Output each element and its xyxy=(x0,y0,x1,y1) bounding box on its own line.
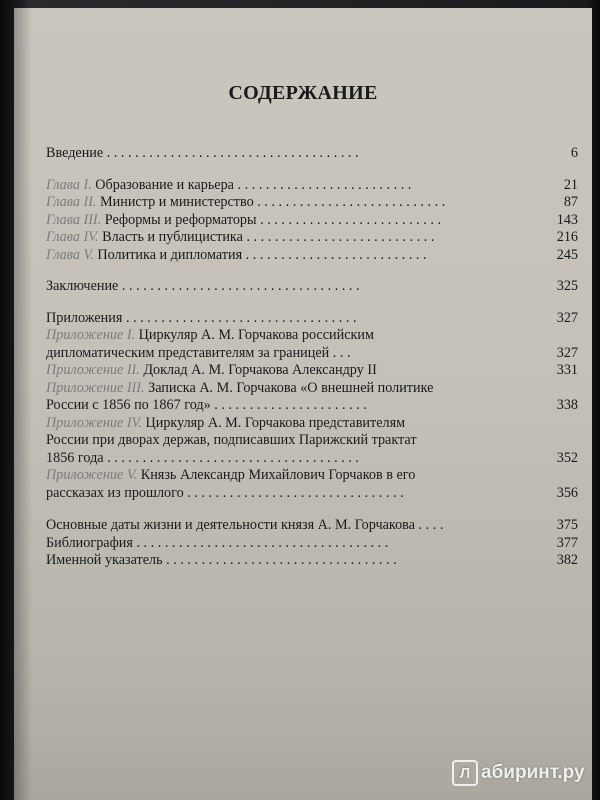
toc-row-bibliography xyxy=(46,535,578,553)
toc-row-chapter-1 xyxy=(46,177,578,195)
toc-entry-text: Доклад А. М. Горчакова Александру II xyxy=(143,362,377,378)
toc-page-number: 245 xyxy=(556,246,578,263)
toc-row-appendix-3-line1 xyxy=(46,380,578,398)
toc-entry-text: 1856 года xyxy=(46,449,104,466)
toc-row-appendix-1-line2 xyxy=(46,345,578,363)
toc-label: Приложение IV. xyxy=(46,414,142,431)
toc-page-number: 143 xyxy=(556,211,578,228)
toc-entry-text: Основные даты жизни и деятельности князя А. М. Горчакова xyxy=(46,517,415,533)
leader-dots: . . . . . . . . . . . . . . . . . . . . . . . . . . . . . . . . . . . . xyxy=(103,145,359,161)
book-page xyxy=(14,8,592,800)
toc-label: Глава V. xyxy=(46,246,94,263)
watermark-text: абиринт.ру xyxy=(481,762,585,783)
toc-page-number: 327 xyxy=(556,309,578,326)
leader-dots: . . . . . . . . . . . . . . . . . . . . . . . . . . . xyxy=(242,229,435,245)
toc-entry-text: Князь Александр Михайлович Горчаков в его xyxy=(140,467,416,483)
toc-row-appendices xyxy=(46,310,578,328)
leader-dots: . . . . . . . . . . . . . . . . . . . . . . . . . . . . . . . . . xyxy=(162,552,397,568)
toc-entry-text: Циркуляр А. М. Горчакова представителям xyxy=(145,414,406,431)
toc-entry-text: России при дворах держав, подписавших Парижский трактат xyxy=(46,432,417,448)
toc-row-appendix-4-line2 xyxy=(46,432,578,450)
leader-dots: . . . xyxy=(329,344,351,361)
toc-entry-text: России с 1856 по 1867 год» xyxy=(46,397,211,413)
toc-row-introduction xyxy=(46,145,578,163)
toc-page-number: 382 xyxy=(556,552,578,568)
toc-row-appendix-5-line1 xyxy=(46,467,578,485)
toc-entry-text: Министр и министерство xyxy=(100,194,254,210)
leader-dots: . . . . . . . . . . . . . . . . . . . . . . . . . . . . . . . . . . xyxy=(118,278,360,294)
toc-entry-text: Циркуляр А. М. Горчакова российским xyxy=(138,327,374,343)
toc-entry-text: рассказах из прошлого xyxy=(46,484,184,501)
toc-page-number: 377 xyxy=(556,534,578,551)
toc-row-chapter-5 xyxy=(46,247,578,265)
toc-page-number: 216 xyxy=(556,229,578,245)
toc-entry-text: Образование и карьера xyxy=(95,176,234,193)
toc-entry-text: Введение xyxy=(46,145,104,161)
toc-entry-text: Приложения xyxy=(46,309,123,326)
toc-entry-text: Политика и дипломатия xyxy=(97,246,243,263)
toc-label: Приложение III. xyxy=(46,379,145,396)
leader-dots: . . . . . . . . . . . . . . . . . . . . . . . . . . . xyxy=(253,194,446,210)
toc-row-appendix-2 xyxy=(46,362,578,380)
leader-dots: . . . . xyxy=(415,517,444,533)
leader-dots: . . . . . . . . . . . . . . . . . . . . . . . . . . . . . . . . . . . . xyxy=(132,534,389,551)
toc-page-number: 331 xyxy=(556,362,578,378)
toc-page-number: 87 xyxy=(563,194,578,210)
leader-dots: . . . . . . . . . . . . . . . . . . . . . . . . . xyxy=(233,176,412,193)
toc-page-number: 338 xyxy=(556,397,578,413)
toc-page-number: 325 xyxy=(556,278,578,294)
toc-row-chapter-2 xyxy=(46,194,578,212)
toc-entry-text: дипломатическим представителям за границей xyxy=(46,344,330,361)
toc-page-number: 6 xyxy=(570,145,578,161)
toc-entry-text: Именной указатель xyxy=(46,552,163,568)
toc-row-appendix-1-line1 xyxy=(46,327,578,345)
toc-row-conclusion xyxy=(46,278,578,296)
leader-dots: . . . . . . . . . . . . . . . . . . . . . . . . . . . . . . . . . xyxy=(122,309,357,326)
toc-label: Глава I. xyxy=(46,176,92,193)
table-of-contents xyxy=(46,145,578,570)
toc-row-appendix-4-line1 xyxy=(46,415,578,433)
toc-entry-text: Власть и публицистика xyxy=(102,229,243,245)
leader-dots: . . . . . . . . . . . . . . . . . . . . . . . . . . . . . . . xyxy=(183,484,404,501)
page-title: СОДЕРЖАНИЕ xyxy=(228,82,378,104)
toc-entry-text: Заключение xyxy=(46,278,119,294)
toc-row-chapter-4 xyxy=(46,229,578,247)
toc-page-number: 356 xyxy=(556,484,578,501)
toc-row-appendix-4-line3 xyxy=(46,450,578,468)
watermark-logo xyxy=(452,760,585,786)
leader-dots: . . . . . . . . . . . . . . . . . . . . . . xyxy=(210,397,367,413)
toc-page-number: 352 xyxy=(556,449,578,466)
toc-label: Приложение I. xyxy=(46,327,136,343)
toc-entry-text: Реформы и реформаторы xyxy=(104,211,257,228)
leader-dots: . . . . . . . . . . . . . . . . . . . . . . . . . . xyxy=(256,211,441,228)
toc-page-number: 21 xyxy=(563,176,578,193)
toc-entry-text: Библиография xyxy=(46,534,133,551)
toc-page-number: 327 xyxy=(556,344,578,361)
toc-label: Глава III. xyxy=(46,211,102,228)
toc-label: Приложение II. xyxy=(46,362,140,378)
toc-label: Глава II. xyxy=(46,194,97,210)
toc-entry-text: Записка А. М. Горчакова «О внешней политике xyxy=(148,379,434,396)
toc-row-key-dates xyxy=(46,517,578,535)
labirint-logo-icon: Л xyxy=(452,760,478,786)
leader-dots: . . . . . . . . . . . . . . . . . . . . . . . . . . xyxy=(242,246,427,263)
toc-page-number: 375 xyxy=(556,517,578,533)
toc-label: Приложение V. xyxy=(46,467,138,483)
toc-label: Глава IV. xyxy=(46,229,99,245)
leader-dots: . . . . . . . . . . . . . . . . . . . . . . . . . . . . . . . . . . . . xyxy=(103,449,359,466)
toc-row-appendix-5-line2 xyxy=(46,485,578,503)
toc-row-chapter-3 xyxy=(46,212,578,230)
toc-row-name-index xyxy=(46,552,578,570)
toc-row-appendix-3-line2 xyxy=(46,397,578,415)
